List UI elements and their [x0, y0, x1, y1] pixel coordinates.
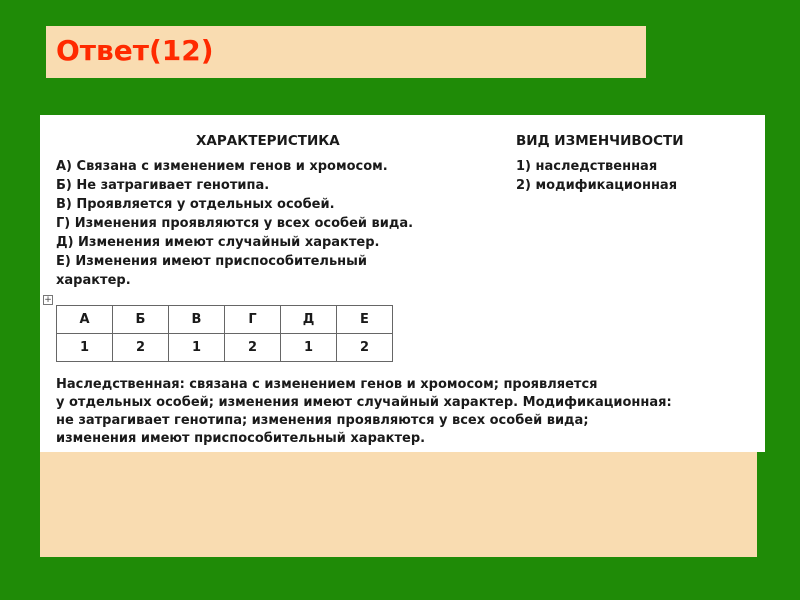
characteristic-item: характер.	[56, 273, 131, 288]
characteristics-list	[56, 157, 496, 290]
explanation-line: не затрагивает генотипа; изменения проявляются у всех особей вида;	[56, 413, 589, 428]
table-cell-letter: Б	[113, 306, 169, 334]
table-cell-value: 2	[113, 334, 169, 362]
answer-table	[56, 305, 393, 362]
table-row	[57, 334, 393, 362]
table-cell-letter: Г	[225, 306, 281, 334]
task-document	[40, 115, 765, 452]
explanation-text	[56, 376, 761, 448]
variability-item: 1) наследственная	[516, 159, 658, 174]
explanation-line: изменения имеют приспособительный характер.	[56, 431, 426, 446]
slide-title: Ответ(12)	[56, 34, 214, 67]
characteristic-item: Г) Изменения проявляются у всех особей вида.	[56, 216, 414, 231]
table-cell-value: 1	[281, 334, 337, 362]
table-cell-letter: Е	[337, 306, 393, 334]
table-cell-value: 1	[57, 334, 113, 362]
explanation-line: у отдельных особей; изменения имеют случайный характер. Модификационная:	[56, 395, 672, 410]
variability-item: 2) модификационная	[516, 178, 678, 193]
characteristic-item: Е) Изменения имеют приспособительный	[56, 254, 368, 269]
variability-heading: ВИД ИЗМЕНЧИВОСТИ	[516, 133, 684, 149]
header-band	[46, 26, 646, 78]
table-cell-value: 2	[337, 334, 393, 362]
characteristics-heading: ХАРАКТЕРИСТИКА	[196, 133, 340, 149]
explanation-line: Наследственная: связана с изменением генов и хромосом; проявляется	[56, 377, 598, 392]
variability-list	[516, 157, 756, 195]
characteristic-item: Д) Изменения имеют случайный характер.	[56, 235, 380, 250]
characteristic-item: А) Связана с изменением генов и хромосом.	[56, 159, 388, 174]
table-cell-value: 1	[169, 334, 225, 362]
characteristic-item: В) Проявляется у отдельных особей.	[56, 197, 335, 212]
table-row	[57, 306, 393, 334]
characteristic-item: Б) Не затрагивает генотипа.	[56, 178, 270, 193]
table-cell-letter: Д	[281, 306, 337, 334]
table-cell-value: 2	[225, 334, 281, 362]
table-cell-letter: А	[57, 306, 113, 334]
table-cell-letter: В	[169, 306, 225, 334]
table-move-handle-icon[interactable]: +	[44, 295, 52, 305]
